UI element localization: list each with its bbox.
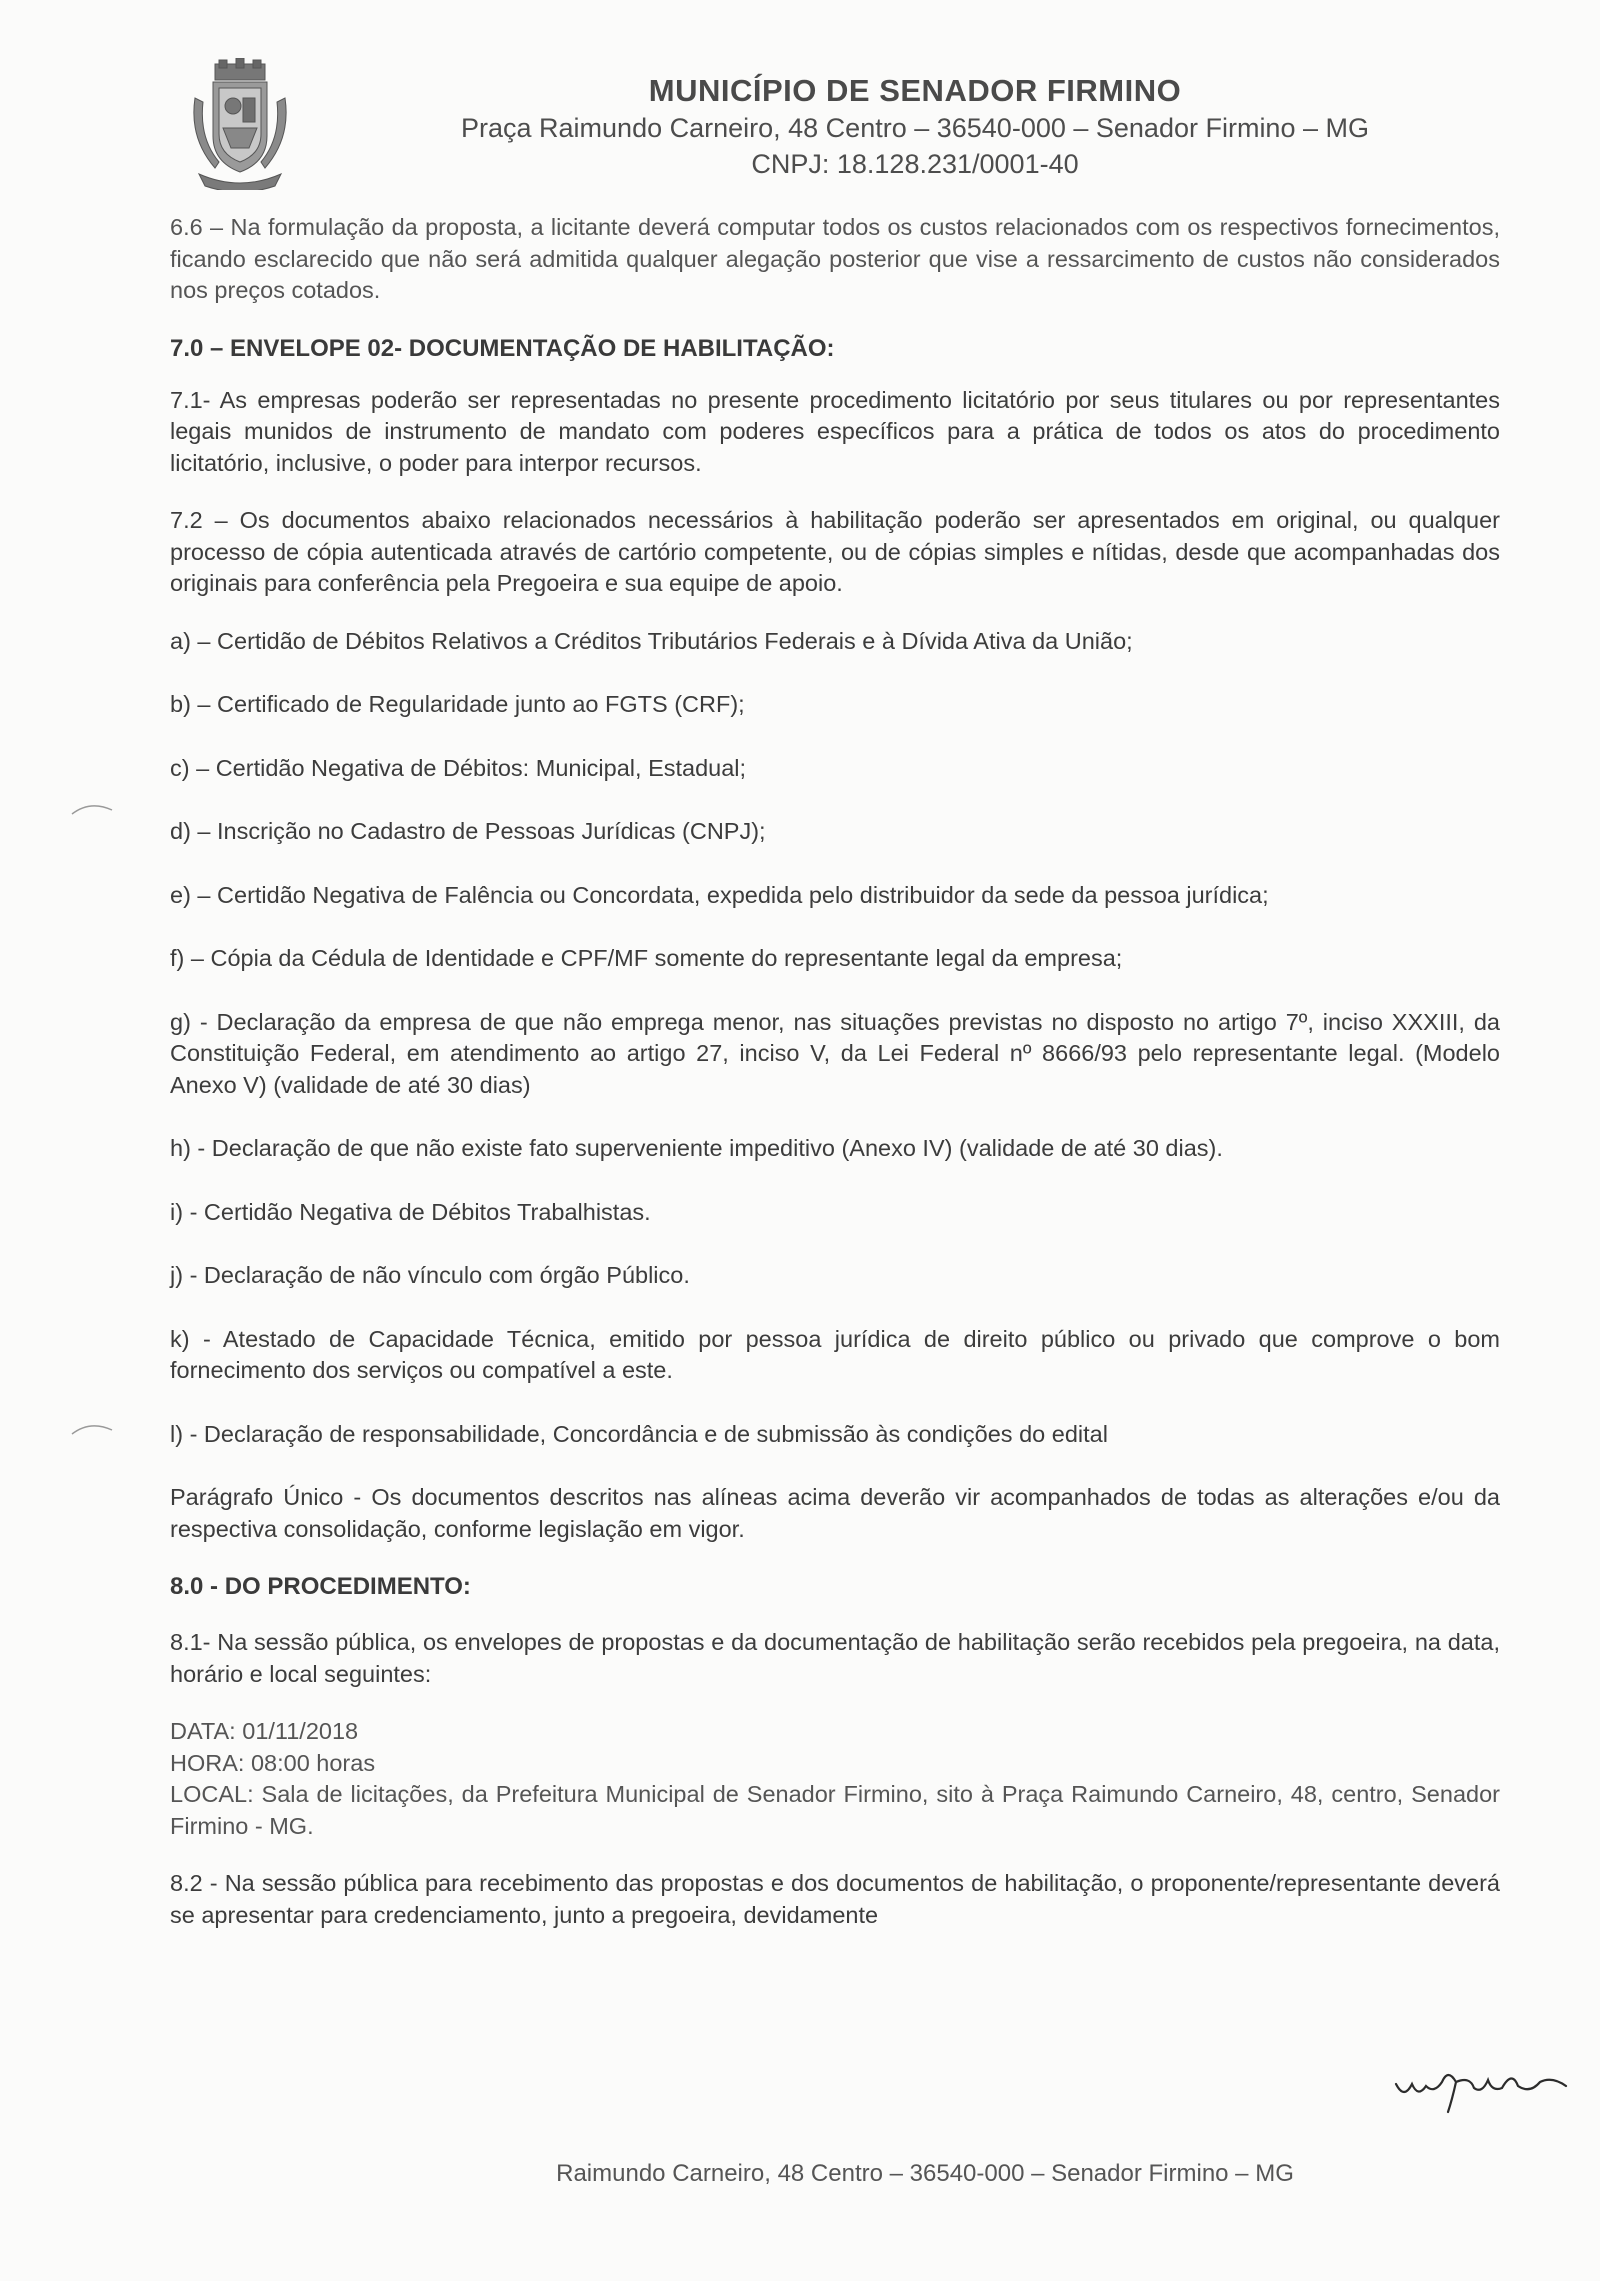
letterhead [185, 58, 1475, 198]
paragraph-unico: Parágrafo Único - Os documentos descritos nas alíneas acima deverão vir acompanhados de todas as alterações e/ou da respectiva consolidação, conforme legislação em vigor. [170, 1484, 1500, 1542]
municipality-address: Praça Raimundo Carneiro, 48 Centro – 36540-000 – Senador Firmino – MG [461, 113, 1369, 143]
list-item-h: h) - Declaração de que não existe fato superveniente impeditivo (Anexo IV) (validade de até 30 dias). [170, 1135, 1223, 1161]
list-item-d: d) – Inscrição no Cadastro de Pessoas Jurídicas (CNPJ); [170, 818, 766, 844]
session-location: LOCAL: Sala de licitações, da Prefeitura Municipal de Senador Firmino, sito à Praça Raimundo Carneiro, 48, centro, Senador Firmino - MG. [170, 1781, 1500, 1839]
list-item-b: b) – Certificado de Regularidade junto ao FGTS (CRF); [170, 691, 745, 717]
session-time: HORA: 08:00 horas [170, 1749, 376, 1776]
paragraph-7-2: 7.2 – Os documentos abaixo relacionados necessários à habilitação poderão ser apresentados em original, ou qualquer processo de cópia autenticada através de cartório competente, ou de cópias simples e nítidas, desde que acompanhadas dos originais para conferência pela Pregoeira e sua equipe de apoio. [170, 507, 1500, 596]
page-footer [0, 2160, 1600, 2188]
paragraph-7-1: 7.1- As empresas poderão ser representadas no presente procedimento licitatório por seus titulares ou por representantes legais munidos de instrumento de mandato com poderes específicos para a prática de todos os atos do procedimento licitatório, inclusive, o poder para interpor recursos. [170, 386, 1500, 476]
letterhead-text [415, 72, 1415, 182]
heading-8-0: 8.0 - DO PROCEDIMENTO: [170, 1573, 471, 1600]
list-item-a: a) – Certidão de Débitos Relativos a Créditos Tributários Federais e à Dívida Ativa da União; [170, 627, 1133, 654]
municipality-title: MUNICÍPIO DE SENADOR FIRMINO [648, 73, 1182, 108]
list-item-k: k) - Atestado de Capacidade Técnica, emitido por pessoa jurídica de direito público ou privado que comprove o bom fornecimento dos serviços ou compatível a este. [170, 1325, 1500, 1383]
list-item-j: j) - Declaração de não vínculo com órgão Público. [170, 1262, 690, 1288]
list-item-l: l) - Declaração de responsabilidade, Concordância e de submissão às condições do edital [170, 1420, 1108, 1447]
list-item-g: g) - Declaração da empresa de que não emprega menor, nas situações previstas no disposto no artigo 7º, inciso XXXIII, da Constituição Federal, em atendimento ao artigo 27, inciso V, da Lei Federal nº 8666/93 pelo representante legal. (Modelo Anexo V) (validade de até 30 dias) [170, 1008, 1500, 1098]
municipal-crest-icon [185, 58, 295, 190]
paragraph-8-1: 8.1- Na sessão pública, os envelopes de propostas e da documentação de habilitação serão recebidos pela pregoeira, na data, horário e local seguintes: [170, 1629, 1500, 1687]
list-item-i: i) - Certidão Negativa de Débitos Trabalhistas. [170, 1198, 651, 1225]
list-item-f: f) – Cópia da Cédula de Identidade e CPF/MF somente do representante legal da empresa; [170, 945, 1123, 971]
session-date: DATA: 01/11/2018 [170, 1718, 359, 1744]
list-item-e: e) – Certidão Negativa de Falência ou Concordata, expedida pelo distribuidor da sede da pessoa jurídica; [170, 881, 1269, 908]
footer-address: Raimundo Carneiro, 48 Centro – 36540-000 – Senador Firmino – MG [556, 2160, 1294, 2187]
margin-mark-icon [70, 1420, 114, 1438]
margin-mark-icon [70, 800, 114, 818]
document-body [170, 212, 1500, 1931]
handwritten-initials [1390, 2048, 1575, 2118]
list-item-c: c) – Certidão Negativa de Débitos: Municipal, Estadual; [170, 754, 747, 781]
paragraph-6-6: 6.6 – Na formulação da proposta, a licitante deverá computar todos os custos relacionados com os respectivos fornecimentos, ficando esclarecido que não será admitida qualquer alegação posterior que vise a ressarcimento de custos não considerados nos preços cotados. [170, 214, 1500, 303]
paragraph-8-2: 8.2 - Na sessão pública para recebimento das propostas e dos documentos de habilitação, o proponente/representante deverá se apresentar para credenciamento, junto a pregoeira, devidamente [170, 1870, 1500, 1928]
municipality-cnpj: CNPJ: 18.128.231/0001-40 [751, 149, 1079, 179]
heading-7-0: 7.0 – ENVELOPE 02- DOCUMENTAÇÃO DE HABILITAÇÃO: [170, 334, 835, 362]
